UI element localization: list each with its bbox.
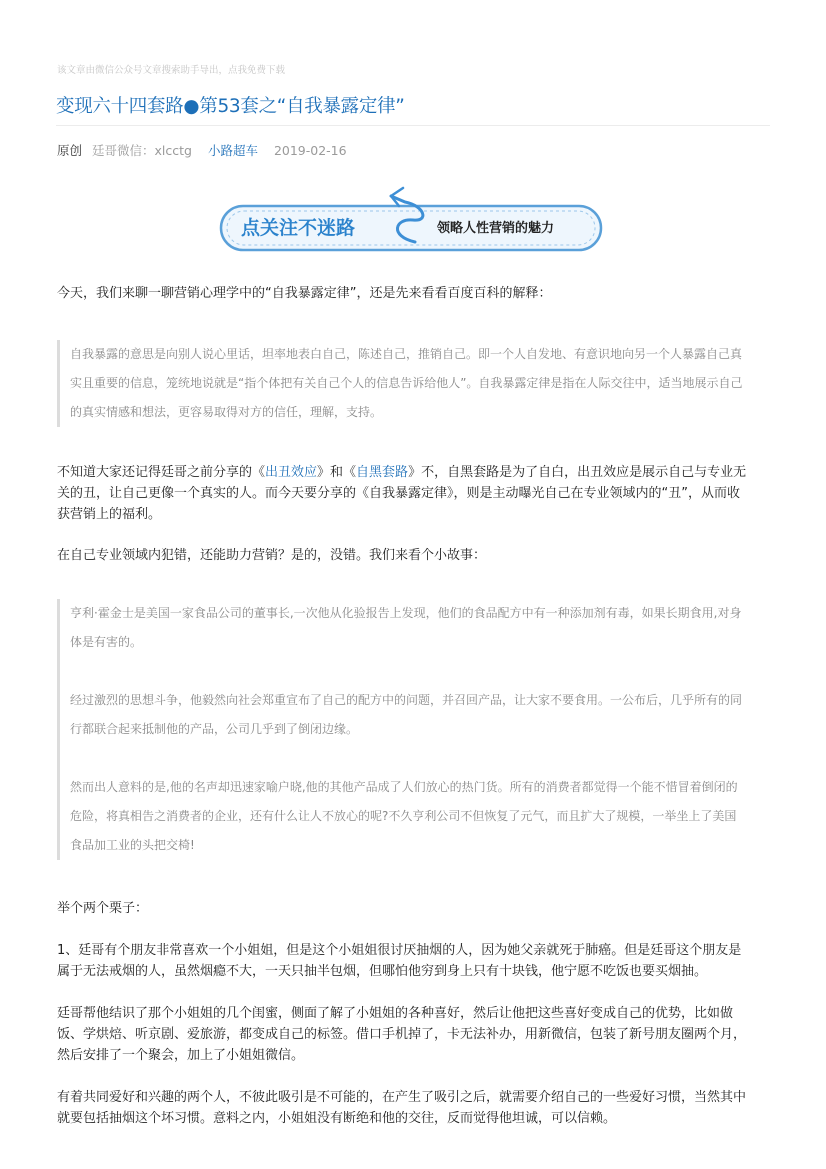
paragraph-previous-articles	[57, 462, 771, 525]
quote-line: 危险，将真相告之消费者的企业，还有什么让人不放心的呢?不久亨利公司不但恢复了元气，而且扩大了规模，一举坐上了美国	[70, 809, 737, 823]
link-chuchou[interactable]: 出丑效应	[265, 465, 318, 480]
account-link[interactable]: 小路超车	[207, 143, 258, 158]
intro-paragraph: 今天，我们来聊一聊营销心理学中的“自我暴露定律”，还是先来看看百度百科的解释：	[57, 286, 552, 301]
paragraph-line: 关的丑，让自己更像一个真实的人。而今天要分享的《自我暴露定律》，则是主动曝光自己在专业领域内的“丑”，从而收	[57, 486, 740, 501]
quote-story	[57, 599, 774, 860]
paragraph-line: 就要包括抽烟这个坏习惯。意料之内，小姐姐没有断绝和他的交往，反而觉得他坦诚，可以信赖。	[57, 1111, 617, 1126]
paragraph-story-intro: 在自己专业领域内犯错，还能助力营销？是的，没错。我们来看个小故事：	[57, 548, 487, 563]
original-label: 原创	[57, 143, 83, 158]
paragraph-line: 然后安排了一个聚会，加上了小姐姐微信。	[57, 1048, 305, 1063]
quote-line: 的真实情感和想法，更容易取得对方的信任，理解，支持。	[70, 405, 383, 419]
quote-line: 实且重要的信息，笼统地说就是“指个体把有关自己个人的信息告诉给他人”。自我暴露定律是指在人际交往中，适当地展示自己	[70, 376, 743, 390]
quote-line: 体是有害的。	[70, 635, 143, 649]
title-divider	[56, 125, 770, 126]
author-label: 廷哥微信：xlcctg	[92, 143, 192, 158]
paragraph-line: 获营销上的福利。	[57, 507, 162, 522]
quote-line: 亨利·霍金士是美国一家食品公司的董事长,一次他从化验报告上发现，他们的食品配方中有一种添加剂有毒，如果长期食用,对身	[70, 606, 742, 620]
banner-left-text: 点关注不迷路	[241, 217, 356, 239]
follow-banner	[219, 184, 603, 256]
article-meta	[57, 141, 347, 159]
banner-right-text: 领略人性营销的魅力	[437, 221, 555, 236]
quote-line: 自我暴露的意思是向别人说心里话，坦率地表白自己，陈述自己，推销自己。即一个人自发地、有意识地向另一个人暴露自己真	[70, 347, 743, 361]
paragraph-line: 不知道大家还记得廷哥之前分享的《出丑效应》和《自黑套路》不，自黑套路是为了自白，出丑效应是展示自己与专业无	[57, 465, 747, 480]
paragraph-line: 有着共同爱好和兴趣的两个人，不彼此吸引是不可能的，在产生了吸引之后，就需要介绍自己的一些爱好习惯，当然其中	[57, 1090, 747, 1105]
paragraph-line: 属于无法戒烟的人，虽然烟瘾不大，一天只抽半包烟，但哪怕他穷到身上只有十块钱，他宁愿不吃饭也要买烟抽。	[57, 964, 708, 979]
quote-line: 行都联合起来抵制他的产品，公司几乎到了倒闭边缘。	[70, 722, 359, 736]
export-notice-link[interactable]: 该文章由微信公众号文章搜索助手导出，点我免费下载	[57, 65, 286, 76]
paragraph-outcome	[57, 1087, 771, 1129]
publish-date: 2019-02-16	[273, 143, 347, 158]
quote-line: 食品加工业的头把交椅!	[70, 838, 195, 852]
paragraph-line: 廷哥帮他结识了那个小姐姐的几个闺蜜，侧面了解了小姐姐的各种喜好，然后让他把这些喜好变成自己的优势，比如做	[57, 1006, 734, 1021]
quote-line: 然而出人意料的是,他的名声却迅速家喻户晓,他的其他产品成了人们放心的热门货。所有的消费者都觉得一个能不惜冒着倒闭的	[70, 780, 738, 794]
paragraph-example-one	[57, 940, 771, 982]
paragraph-examples-heading: 举个两个栗子：	[57, 901, 149, 916]
quote-line: 经过激烈的思想斗争，他毅然向社会郑重宣布了自己的配方中的问题，并召回产品，让大家不要食用。一公布后，几乎所有的同	[70, 693, 743, 707]
quote-baidu	[57, 340, 774, 427]
link-zihei[interactable]: 自黑套路	[356, 465, 409, 480]
paragraph-line: 饭、学烘焙、听京剧、爱旅游，都变成自己的标签。借口手机掉了，卡无法补办，用新微信，包装了新号朋友圈两个月，	[57, 1027, 747, 1042]
paragraph-strategy	[57, 1003, 771, 1066]
article-title: 变现六十四套路●第53套之“自我暴露定律”	[56, 96, 405, 117]
paragraph-line: 1、廷哥有个朋友非常喜欢一个小姐姐，但是这个小姐姐很讨厌抽烟的人，因为她父亲就死于肺癌。但是廷哥这个朋友是	[57, 943, 742, 958]
